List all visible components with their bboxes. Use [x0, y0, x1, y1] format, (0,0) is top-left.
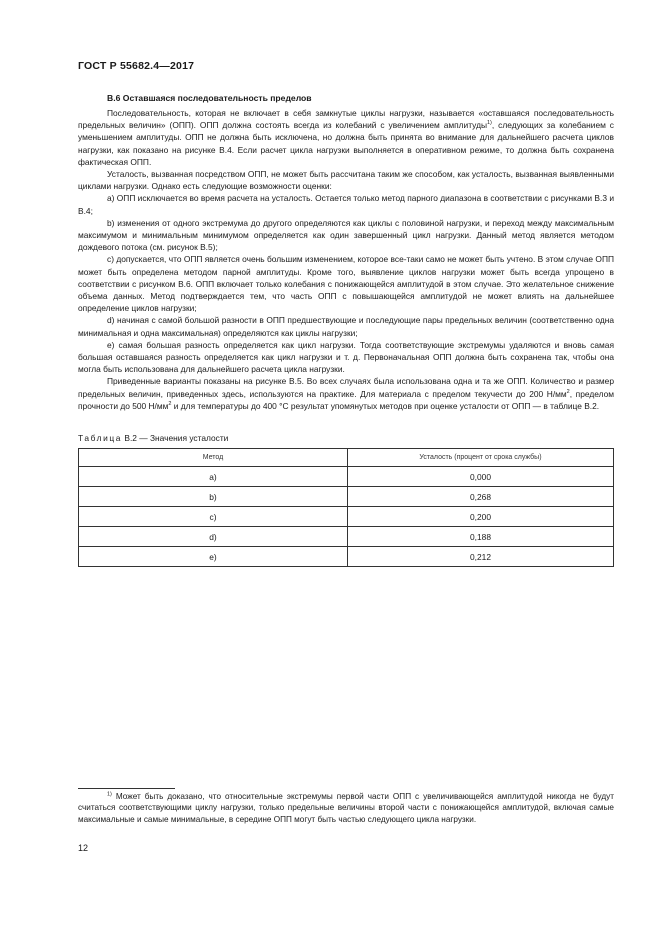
footnote-divider	[78, 788, 175, 789]
paragraph-text: Последовательность, которая не включает в себя замкнутые циклы нагрузки, называется «оставшаяся последовательность предельных величин» (ОПП). ОПП должна состоять всегда из колебаний с увеличением амплитуды	[78, 108, 614, 131]
document-code: ГОСТ Р 55682.4—2017	[78, 60, 195, 72]
footnote-marker: 1)	[107, 791, 112, 798]
fatigue-table	[78, 448, 614, 567]
superscript: 2	[168, 401, 172, 408]
table-row	[79, 527, 614, 547]
paragraph-text: , пределом прочности до 500 Н/мм	[78, 388, 615, 411]
footnote-ref: 1)	[486, 120, 492, 127]
paragraph-text: Приведенные варианты показаны на рисунке В.5. Во всех случаях была использована одна и та же ОПП. Количество и размер предельных величин, приведенных здесь, используются на практике. Для материала с пределом текучести до 200 Н/мм	[78, 376, 614, 399]
page-number: 12	[78, 843, 89, 853]
method-cell: d)	[79, 527, 348, 547]
paragraph	[78, 107, 614, 168]
table-caption	[78, 433, 228, 443]
paragraph-text: и для температуры до 400 °С результат упомянутых методов при оценке усталости от ОПП — в таблице В.2.	[171, 400, 600, 411]
method-cell: b)	[79, 487, 348, 507]
table-row	[79, 487, 614, 507]
method-cell: c)	[79, 507, 348, 527]
table-caption-text: В.2 — Значения усталости	[122, 433, 229, 443]
paragraph: Усталость, вызванная посредством ОПП, не может быть рассчитана таким же способом, как усталость, вызванная выявленными циклами нагрузки. Однако есть следующие возможности оценки:	[78, 169, 614, 192]
fatigue-cell: 0,212	[348, 547, 614, 567]
list-item-b: b) изменения от одного экстремума до другого определяются как циклы с половиной нагрузки, и переход между максимальным максимумом и минимальным минимумом определяется как один завершенный цикл нагрузки. Данный метод является методом дождевого потока (см. рисунок В.5);	[78, 217, 614, 253]
method-cell: а)	[79, 467, 348, 487]
table-row	[79, 507, 614, 527]
footnote-text: Может быть доказано, что относительные экстремумы первой части ОПП с увеличивающейся амплитудой никогда не будут считаться соответствующими циклу нагрузки, только предельные величины второй части с понижающейся амплитудой, включая самые максимальные и самые минимальные, в середине ОПП могут быть частью следующего цикла нагрузки.	[78, 792, 614, 824]
table-caption-word: Таблица	[78, 433, 123, 443]
section-title: В.6 Оставшаяся последовательность пределов	[107, 93, 312, 103]
paragraph	[78, 375, 614, 412]
column-header-method: Метод	[79, 449, 348, 467]
list-item-a: а) ОПП исключается во время расчета на усталость. Остается только метод парного диапазона в соответствии с рисунками В.3 и В.4;	[78, 193, 614, 216]
body-text	[78, 107, 614, 412]
table-header-row	[79, 449, 614, 467]
footnote-paragraph	[78, 791, 614, 825]
superscript: 2	[566, 388, 570, 395]
fatigue-cell: 0,200	[348, 507, 614, 527]
list-item-c: c) допускается, что ОПП является очень большим изменением, которое все-таки само не может быть учтено. В этом случае ОПП может быть определена методом парной амплитуды. Кроме того, выявление циклов нагрузки может быть всегда упрощено в соответствии с рисунком В.6. ОПП включает только колебания с понижающейся амплитудой в этом случае. Это желательное снижение объема данных. Метод подтверждается тем, что часть ОПП с повышающейся амплитудой не может влиять на дальнейшее определение циклов нагрузки;	[78, 254, 614, 314]
fatigue-cell: 0,188	[348, 527, 614, 547]
list-item-d: d) начиная с самой большой разности в ОПП предшествующие и последующие пары предельных величин (соответственно одна минимальная и одна максимальная) определяются как циклы нагрузки;	[78, 315, 614, 338]
table-row	[79, 467, 614, 487]
method-cell: е)	[79, 547, 348, 567]
fatigue-cell: 0,268	[348, 487, 614, 507]
fatigue-cell: 0,000	[348, 467, 614, 487]
paragraph-text: , следующих за колебанием с уменьшением амплитуды. ОПП не должна быть исключена, но должна быть принята во внимание для дальнейшего расчета циклов нагрузки, как показано на рисунке В.4. Если расчет цикла нагрузки выполняется в оперативном режиме, то должна быть сохранена фактическая ОПП.	[78, 120, 614, 167]
column-header-fatigue: Усталость (процент от срока службы)	[348, 449, 614, 467]
footnote	[78, 791, 614, 825]
table-row	[79, 547, 614, 567]
list-item-e: е) самая большая разность определяется как цикл нагрузки. Тогда соответствующие экстремумы удаляются и вновь самая большая оставшаяся разность определяется как цикл нагрузки и т. д. Первоначальная ОПП должна быть сохранена так, чтобы она могла быть использована для дальнейшего расчета цикла нагрузки.	[78, 339, 614, 375]
